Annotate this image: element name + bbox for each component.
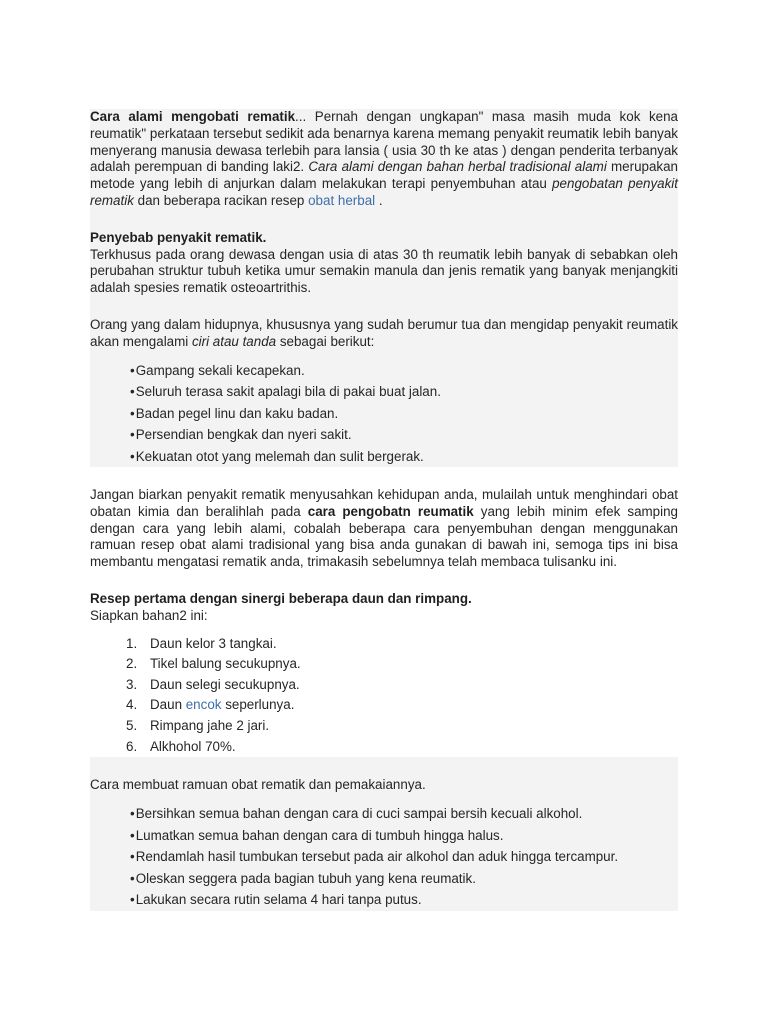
signs-paragraph <box>90 317 678 351</box>
recipe-section <box>90 591 678 757</box>
intro-title: Cara alami mengobati rematik <box>90 109 296 124</box>
list-number: 1. <box>126 635 138 651</box>
recipe-heading-text: Resep pertama dengan sinergi beberapa daun dan rimpang. <box>90 591 472 607</box>
list-item-text: Daun kelor 3 tangkai. <box>150 635 277 651</box>
list-item: • Kekuatan otot yang melemah dan sulit bergerak. <box>130 446 678 468</box>
list-item: • Gampang sekali kecapekan. <box>130 360 678 382</box>
advice-text: yang lebih minim efek samping dengan cara yang lebih alami, cobalah beberapa cara penyembuhan dengan menggunakan ramuan resep obat alami tradisional yang bisa anda gunakan di bawah ini, semoga tips ini bisa membantu mengatasi rematik anda, trimakasih sebelumnya telah membaca tulisanku ini. <box>90 503 679 570</box>
intro-text: . <box>375 192 383 208</box>
intro-section <box>90 109 678 210</box>
intro-emphasis: pengobatan penyakit rematik <box>90 176 678 208</box>
list-item <box>126 654 678 675</box>
list-number: 6. <box>126 738 138 754</box>
list-item: • Bersihkan semua bahan dengan cara di cuci sampai bersih kecuali alkohol. <box>130 803 678 825</box>
method-list <box>90 803 678 911</box>
list-item-text <box>150 695 294 716</box>
recipe-heading <box>90 591 678 608</box>
signs-emphasis: ciri atau tanda <box>191 333 277 349</box>
list-number: 3. <box>126 676 138 692</box>
signs-section <box>90 317 678 467</box>
signs-list <box>90 360 678 468</box>
list-item: • Oleskan seggera pada bagian tubuh yang kena reumatik. <box>130 868 678 890</box>
advice-paragraph <box>90 487 678 571</box>
list-item-text: Tikel balung secukupnya. <box>150 656 301 672</box>
list-item <box>126 634 678 655</box>
obat-herbal-link[interactable]: obat herbal <box>308 192 376 208</box>
cause-heading-text: Penyebab penyakit rematik. <box>90 229 267 245</box>
list-item-text: Daun selegi secukupnya. <box>150 676 300 692</box>
signs-text: sebagai berikut: <box>276 333 375 349</box>
article-body <box>90 109 678 911</box>
list-number: 2. <box>126 656 138 672</box>
ingredients-list <box>90 634 678 758</box>
method-title: Cara membuat ramuan obat rematik dan pemakaiannya. <box>90 777 426 793</box>
list-item <box>126 675 678 696</box>
list-item: • Lakukan secara rutin selama 4 hari tanpa putus. <box>130 889 678 911</box>
list-item: • Rendamlah hasil tumbukan tersebut pada air alkohol dan aduk hingga tercampur. <box>130 846 678 868</box>
signs-text: Orang yang dalam hidupnya, khususnya yang sudah berumur tua dan mengidap penyakit reumatik akan mengalami <box>90 316 678 349</box>
list-item: • Persendian bengkak dan nyeri sakit. <box>130 424 678 446</box>
advice-section <box>90 487 678 571</box>
list-item: • Seluruh terasa sakit apalagi bila di pakai buat jalan. <box>130 381 678 403</box>
list-number: 4. <box>126 697 138 713</box>
list-item <box>126 695 678 716</box>
list-item-text-pre: Daun <box>150 697 186 713</box>
intro-paragraph <box>90 109 678 210</box>
list-item: • Badan pegel linu dan kaku badan. <box>130 403 678 425</box>
intro-text: ... Pernah dengan ungkapan" masa masih muda kok kena reumatik" perkataan tersebut sedikit ada benarnya karena memang penyakit reumatik lebih banyak menyerang manusia dewasa terlebih para lansia ( usia 30 th ke atas ) dengan penderita terbanyak adalah perempuan di banding laki2. <box>90 109 678 175</box>
list-number: 5. <box>126 718 138 734</box>
encok-link[interactable]: encok <box>185 697 222 713</box>
cause-heading <box>90 230 678 247</box>
list-item-text-post: seperlunya. <box>221 697 295 713</box>
advice-text: Jangan biarkan penyakit rematik menyusahkan kehidupan anda, mulailah untuk menghindari obat obatan kimia dan beralihlah pada <box>90 487 678 519</box>
intro-emphasis: Cara alami dengan bahan herbal tradisional alami <box>308 159 607 175</box>
advice-emphasis: cara pengobatn reumatik <box>307 503 474 519</box>
intro-text: dan beberapa racikan resep <box>133 192 309 208</box>
list-item-text: Rimpang jahe 2 jari. <box>150 718 270 734</box>
recipe-subheading: Siapkan bahan2 ini: <box>90 607 208 623</box>
list-item-text: Alkhohol 70%. <box>150 738 236 754</box>
cause-section <box>90 230 678 297</box>
intro-text: merupakan metode yang lebih di anjurkan dalam melakukan terapi penyembuhan atau <box>90 159 678 192</box>
list-item: • Lumatkan semua bahan dengan cara di tumbuh hingga halus. <box>130 825 678 847</box>
method-section <box>90 777 678 910</box>
cause-paragraph: Terkhusus pada orang dewasa dengan usia di atas 30 th reumatik lebih banyak di sebabkan oleh perubahan struktur tubuh ketika umur semakin manula dan jenis rematik yang banyak menjangkiti adalah spesies rematik osteoartrithis. <box>90 246 678 296</box>
list-item <box>126 716 678 737</box>
list-item <box>126 737 678 758</box>
